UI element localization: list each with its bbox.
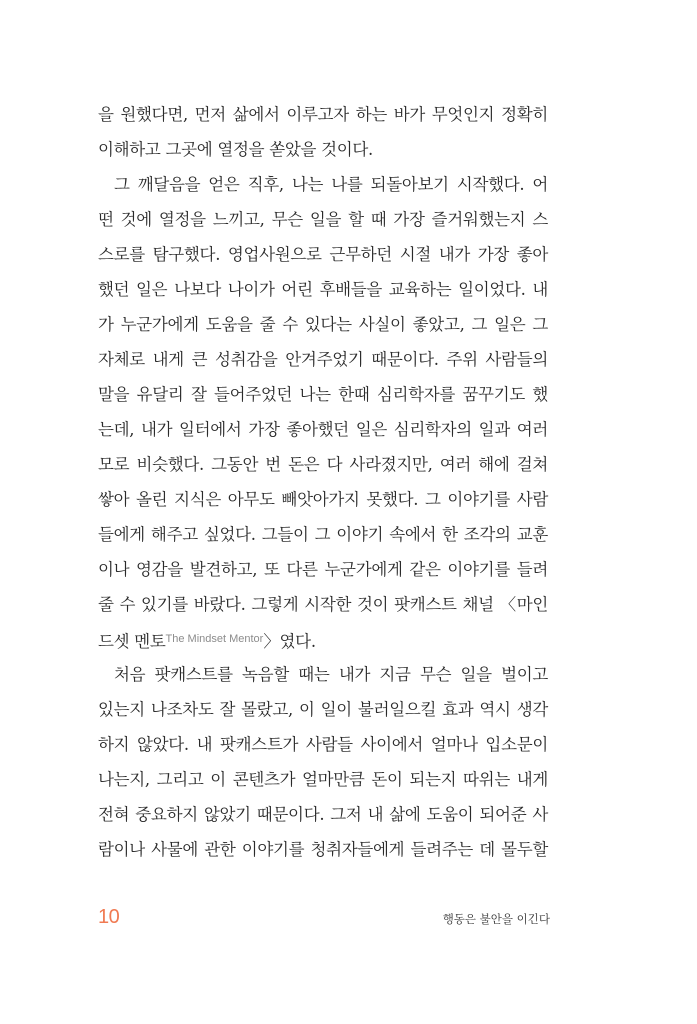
- text-line: 줄 수 있기를 바랐다. 그렇게 시작한 것이 팟캐스트 채널 〈마인: [98, 595, 548, 614]
- podcast-name-english: The Mindset Mentor: [165, 633, 264, 645]
- text-line: 그 깨달음을 얻은 직후, 나는 나를 되돌아보기 시작했다. 어: [114, 175, 548, 194]
- running-title: 행동은 불안을 이긴다: [442, 912, 550, 926]
- text-line: 모로 비슷했다. 그동안 번 돈은 다 사라졌지만, 여러 해에 걸쳐: [98, 455, 548, 474]
- sentence-end: 〉였다.: [263, 632, 316, 651]
- text-line: 했던 일은 나보다 나이가 어린 후배들을 교육하는 일이었다. 내: [98, 280, 548, 299]
- text-line: 스로를 탐구했다. 영업사원으로 근무하던 시절 내가 가장 좋아: [98, 245, 548, 264]
- text-line: 자체로 내게 큰 성취감을 안겨주었기 때문이다. 주위 사람들의: [98, 350, 548, 369]
- text-line: 전혀 중요하지 않았기 때문이다. 그저 내 삶에 도움이 되어준 사: [98, 805, 548, 824]
- page-number: 10: [98, 906, 120, 928]
- text-line: 이나 영감을 발견하고, 또 다른 누군가에게 같은 이야기를 들려: [98, 560, 548, 579]
- text-line: 람이나 사물에 관한 이야기를 청취자들에게 들려주는 데 몰두할: [98, 840, 548, 859]
- text-line: 가 누군가에게 도움을 줄 수 있다는 사실이 좋았고, 그 일은 그: [98, 315, 548, 334]
- text-line: 이해하고 그곳에 열정을 쏟았을 것이다.: [98, 140, 373, 159]
- text-line: 있는지 나조차도 잘 몰랐고, 이 일이 불러일으킬 효과 역시 생각: [98, 700, 548, 719]
- text-line-with-annotation: [98, 622, 548, 657]
- text-line: 나는지, 그리고 이 콘텐츠가 얼마만큼 돈이 되는지 따위는 내게: [98, 770, 548, 789]
- text-line: 들에게 해주고 싶었다. 그들이 그 이야기 속에서 한 조각의 교훈: [98, 525, 548, 544]
- text-line: 처음 팟캐스트를 녹음할 때는 내가 지금 무슨 일을 벌이고: [114, 665, 548, 684]
- body-text: [98, 97, 548, 867]
- text-line: 떤 것에 열정을 느끼고, 무슨 일을 할 때 가장 즐거워했는지 스: [98, 210, 548, 229]
- text-line: 는데, 내가 일터에서 가장 좋아했던 일은 심리학자의 일과 여러: [98, 420, 548, 439]
- text-line: 말을 유달리 잘 들어주었던 나는 한때 심리학자를 꿈꾸기도 했: [98, 385, 548, 404]
- text-line: 을 원했다면, 먼저 삶에서 이루고자 하는 바가 무엇인지 정확히: [98, 105, 548, 124]
- podcast-name-korean: 드셋 멘토: [98, 632, 166, 651]
- text-line: 하지 않았다. 내 팟캐스트가 사람들 사이에서 얼마나 입소문이: [98, 735, 548, 754]
- text-line: 쌓아 올린 지식은 아무도 빼앗아가지 못했다. 그 이야기를 사람: [98, 490, 548, 509]
